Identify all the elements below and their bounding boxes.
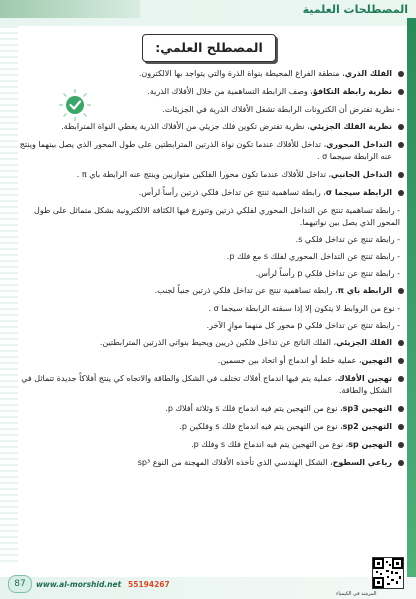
term-definition: ، الفلك الناتج عن تداخل فلكين ذريين ويحيط بنواتي الذرتين المترابطتين. bbox=[99, 338, 337, 347]
term-item bbox=[14, 457, 404, 469]
term-sub-item bbox=[14, 234, 404, 246]
term-item bbox=[14, 187, 404, 199]
term-name: رباعي السطوح bbox=[332, 458, 392, 467]
term-name: الرابطة سيجما σ bbox=[325, 188, 392, 197]
term-name: الرابطة باي π bbox=[337, 286, 392, 295]
top-decoration-stripe bbox=[0, 0, 140, 18]
terms-list bbox=[14, 68, 404, 475]
term-definition: ، نوع من التهجين يتم فيه اندماج فلك s وفلكين p. bbox=[179, 422, 343, 431]
term-item bbox=[14, 439, 404, 451]
term-name: نظرية الفلك الجزيئي bbox=[309, 122, 392, 131]
term-sub-item bbox=[14, 205, 404, 229]
section-title-box bbox=[142, 34, 276, 62]
term-definition: - نوع من الروابط لا يتكون إلا إذا سبقته الرابطة سيجما σ . bbox=[208, 304, 400, 313]
term-name: التهجين sp3 bbox=[342, 404, 392, 413]
term-definition: - رابطة تنتج عن تداخل فلكي p رأساً لرأس. bbox=[255, 269, 400, 278]
page-number: 87 bbox=[8, 575, 32, 593]
right-side-bar bbox=[407, 18, 416, 578]
term-definition: - رابطة تنتج عن تداخل فلكي s. bbox=[295, 235, 400, 244]
term-definition: - نظرية تفترض أن الكترونات الرابطة تشغل الأفلاك الذرية في الجزيئات. bbox=[162, 105, 400, 114]
term-definition: ، عملية خلط أو اندماج أو اتحاد بين جسمين. bbox=[217, 356, 362, 365]
term-name: الفلك الذري bbox=[344, 69, 392, 78]
section-title: المصطلح العلمي: bbox=[155, 40, 263, 55]
term-sub-item bbox=[14, 320, 404, 332]
bullet-icon bbox=[398, 406, 404, 412]
bullet-icon bbox=[398, 424, 404, 430]
bullet-icon bbox=[398, 71, 404, 77]
term-item bbox=[14, 86, 404, 98]
bullet-icon bbox=[398, 124, 404, 130]
term-name: التداخل المحوري bbox=[326, 140, 392, 149]
bullet-icon bbox=[398, 172, 404, 178]
term-sub-item bbox=[14, 268, 404, 280]
bullet-icon bbox=[398, 288, 404, 294]
bullet-icon bbox=[398, 190, 404, 196]
term-item bbox=[14, 337, 404, 349]
term-item bbox=[14, 403, 404, 415]
term-item bbox=[14, 355, 404, 367]
term-name: تهجين الأفلاك bbox=[337, 374, 392, 383]
footer-side-text: المرشد في الكيمياء bbox=[336, 591, 377, 597]
term-name: التهجين sp2 bbox=[342, 422, 392, 431]
bullet-icon bbox=[398, 442, 404, 448]
term-item bbox=[14, 169, 404, 181]
term-item bbox=[14, 421, 404, 433]
term-definition: ، الشكل الهندسي الذي تأخذه الأفلاك المهجنة من النوع sp³ bbox=[137, 458, 333, 467]
term-sub-item bbox=[14, 251, 404, 263]
term-sub-item bbox=[14, 104, 404, 116]
term-item bbox=[14, 373, 404, 397]
term-definition: ، نظرية تفترض تكوين فلك جزيئي من الأفلاك الذرية يغطي النواة المترابطة. bbox=[61, 122, 310, 131]
term-definition: - رابطة تساهمية تنتج عن التداخل المحوري لفلكي ذرتين وتتوزع فيها الكثافة الالكترونية بشكل متماثل على طول المحور الذي يصل بين نواتيهما. bbox=[34, 206, 400, 227]
term-definition: ، وصف الرابطة التساهمية من خلال الأفلاك الذرية. bbox=[147, 87, 313, 96]
term-item bbox=[14, 68, 404, 80]
term-item bbox=[14, 121, 404, 133]
term-definition: ، تداخل للأفلاك عندما تكون نواة الذرتين المترابطتين على طول المحور الذي يصل بينهما وينتج عنه الرابطة سيجما σ . bbox=[19, 140, 392, 161]
term-definition: ، تداخل للأفلاك عندما تكون محورا الفلكين متوازيين وينتج عنه الرابطة باي π . bbox=[76, 170, 332, 179]
term-definition: ، منطقة الفراغ المحيطة بنواة الذرة والتي يتواجد بها الالكترون. bbox=[138, 69, 345, 78]
bullet-icon bbox=[398, 142, 404, 148]
term-name: التهجين sp bbox=[348, 440, 392, 449]
term-name: التداخل الجانبي bbox=[331, 170, 392, 179]
bullet-icon bbox=[398, 340, 404, 346]
term-name: نظرية رابطة التكافؤ bbox=[312, 87, 392, 96]
bullet-icon bbox=[398, 358, 404, 364]
term-definition: ، عملية يتم فيها اندماج أفلاك تختلف في الشكل والطاقة والاتجاه كي ينتج أفلاكاً جديدة تتماثل في الشكل والطاقة. bbox=[21, 374, 392, 395]
website-link[interactable]: www.al-morshid.net bbox=[36, 580, 122, 589]
term-sub-item bbox=[14, 303, 404, 315]
bullet-icon bbox=[398, 460, 404, 466]
term-definition: ، رابطة تساهمية تنتج عن تداخل فلكي ذرتين جنباً لجنب. bbox=[154, 286, 338, 295]
phone-number: 55194267 bbox=[128, 580, 170, 589]
term-definition: - رابطة تنتج عن التداخل المحوري لفلك s مع فلك p. bbox=[226, 252, 400, 261]
term-definition: ، نوع من التهجين يتم فيه اندماج فلك s وثلاثة أفلاك p. bbox=[165, 404, 343, 413]
qr-code-icon bbox=[372, 557, 404, 589]
bullet-icon bbox=[398, 376, 404, 382]
header-title: المصطلحات العلمية bbox=[302, 3, 408, 16]
term-name: الفلك الجزيئي bbox=[336, 338, 392, 347]
bullet-icon bbox=[398, 89, 404, 95]
term-definition: ، رابطة تساهمية تنتج عن تداخل فلكي ذرتين رأساً لرأس. bbox=[138, 188, 326, 197]
term-item bbox=[14, 139, 404, 163]
term-item bbox=[14, 285, 404, 297]
term-name: التهجين bbox=[361, 356, 392, 365]
term-definition: - رابطة تنتج عن تداخل فلكي p محور كل منهما موازٍ الآخر. bbox=[206, 321, 400, 330]
term-definition: ، نوع من التهجين يتم فيه اندماج فلك s وفلك p. bbox=[191, 440, 349, 449]
